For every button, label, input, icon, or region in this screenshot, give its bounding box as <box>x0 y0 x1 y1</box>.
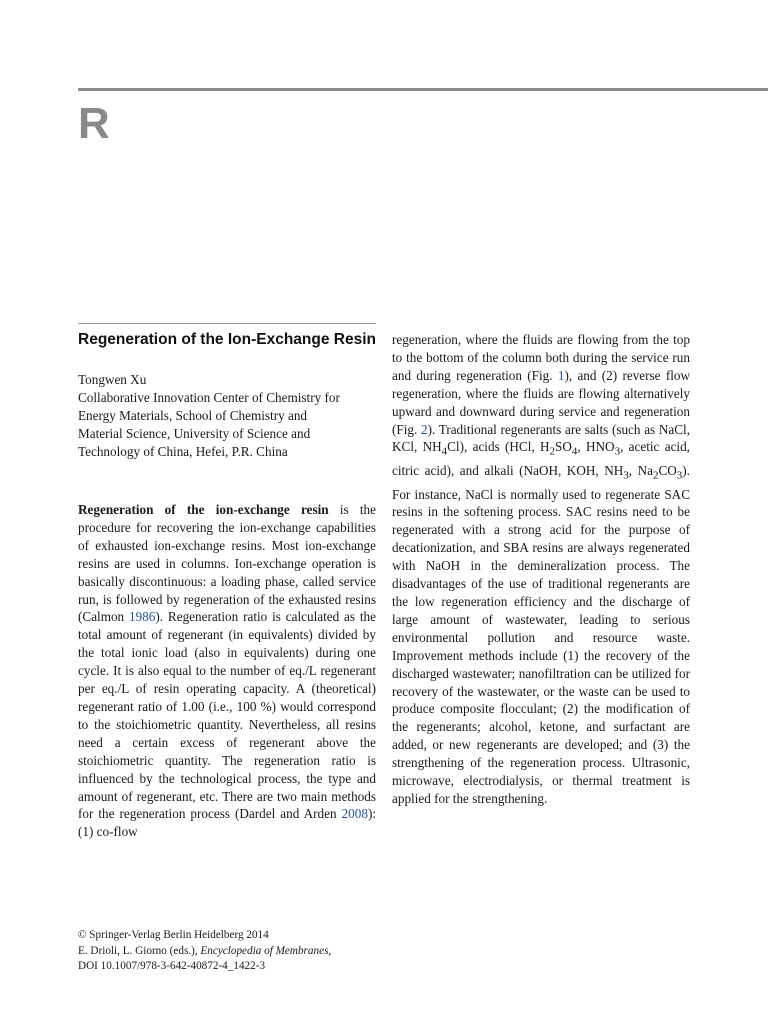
citation-line <box>78 944 378 960</box>
body-text-run: , acetic acid, citric acid), and alkali (NaOH, KOH, NH <box>392 439 690 478</box>
body-left <box>78 501 376 841</box>
book-title: Encyclopedia of Membranes <box>200 944 329 957</box>
body-paragraph <box>78 501 376 841</box>
doi: DOI 10.1007/978-3-642-40872-4_1422-3 <box>78 960 266 972</box>
body-text-run: ): (1) co-flow <box>78 806 376 840</box>
body-text-run: is the procedure for recovering the ion-exchange capabilities of exhausted ion-exchange resins. Most ion-exchange resins are used in columns. Ion-exchange operation is basically discontinuous: a loading phase, called service run, is followed by regeneration of the exhausted resins (Calmon <box>78 502 376 625</box>
body-text-run: Cl), acids (HCl, H <box>447 439 550 455</box>
editors: E. Drioli, L. Giorno (eds.), <box>78 944 201 957</box>
body-text-run: , HNO <box>577 439 615 455</box>
section-letter: R <box>78 99 110 148</box>
body-text-run: ), and (2) reverse flow regeneration, where the fluids are flowing alternatively upward and downward during service and regeneration (Fig. <box>392 367 690 437</box>
right-column <box>392 331 690 808</box>
header-rule <box>78 88 768 91</box>
footer <box>78 928 378 975</box>
subscript: 4 <box>571 446 578 459</box>
affiliation-line: Energy Materials, School of Chemistry and <box>78 408 308 423</box>
subscript: 4 <box>441 446 448 459</box>
subscript: 3 <box>614 446 621 459</box>
figure-link-1[interactable]: 1 <box>557 367 565 383</box>
subscript: 3 <box>623 469 629 482</box>
body-text-run: SO <box>555 439 572 455</box>
body-text-run: CO <box>658 462 677 478</box>
body-text-run: ). Traditional regenerants are salts (such as NaCl, KCl, NH <box>392 421 691 455</box>
defined-term: Regeneration of the ion-exchange resin <box>78 502 329 517</box>
book-suffix: , <box>328 944 332 957</box>
citation-link-dardel[interactable]: 2008 <box>341 806 368 822</box>
affiliation-line: Collaborative Innovation Center of Chemistry for <box>78 390 340 405</box>
body-right <box>392 331 690 808</box>
author-name: Tongwen Xu <box>78 372 147 387</box>
body-text-run: regeneration, where the fluids are flowing from the top to the bottom of the column both during the service run and during regeneration (Fig. <box>392 332 690 383</box>
body-text-run: ). Regeneration ratio is calculated as the total amount of regenerant (in equivalents) divided by the total ionic load (also in equivalents) during one cycle. It is also equal to the number of eq./L regenerant per eq./L of resin operating capacity. A (theoretical) regenerant ratio of 1.00 (i.e., 100 %) would correspond to the stoichiometric quantity. Nevertheless, all resins need a certain excess of regenerant above the stoichiometric quantity. The regeneration ratio is influenced by the technological process, the type and amount of regenerant, etc. There are two main methods for the regeneration process (Dardel and Arden <box>78 609 377 822</box>
body-text-run: , Na <box>628 462 653 478</box>
body-paragraph <box>392 331 690 808</box>
body-text-run: ). For instance, NaCl is normally used to regenerate SAC resins in the softening process. SAC resins need to be regenerated with a strong acid for the purpose of decationization, and SBA resins are always regenerated with NaOH in the demineralization process. The disadvantages of the use of traditional regenerants are the low regeneration efficiency and the discharge of large amount of wastewater, leading to serious environmental pollution and resource waste. Improvement methods include (1) the recovery of the discharged wastewater; nanofiltration can be utilized for recovery of the wastewater, or the waste can be used to produce composite flocculant; (2) the modification of the regenerants; alcohol, ketone, and surfactant are added, or new regenerants are developed; and (3) the strengthening of the regeneration process. Ultrasonic, microwave, electrodialysis, or thermal treatment is applied for the strengthening. <box>392 462 690 806</box>
affiliation-line: Material Science, University of Science and <box>78 426 311 441</box>
figure-link-2[interactable]: 2 <box>420 421 428 437</box>
author-block <box>78 371 376 461</box>
subscript: 2 <box>652 469 659 482</box>
left-column <box>78 323 376 841</box>
affiliation-line: Technology of China, Hefei, P.R. China <box>78 444 288 459</box>
copyright: © Springer-Verlag Berlin Heidelberg 2014 <box>78 929 269 941</box>
subscript: 2 <box>549 446 556 459</box>
title-rule <box>78 323 376 324</box>
subscript: 3 <box>676 469 683 482</box>
article-title: Regeneration of the Ion-Exchange Resin <box>78 331 376 348</box>
citation-link-calmon[interactable]: 1986 <box>129 609 156 625</box>
